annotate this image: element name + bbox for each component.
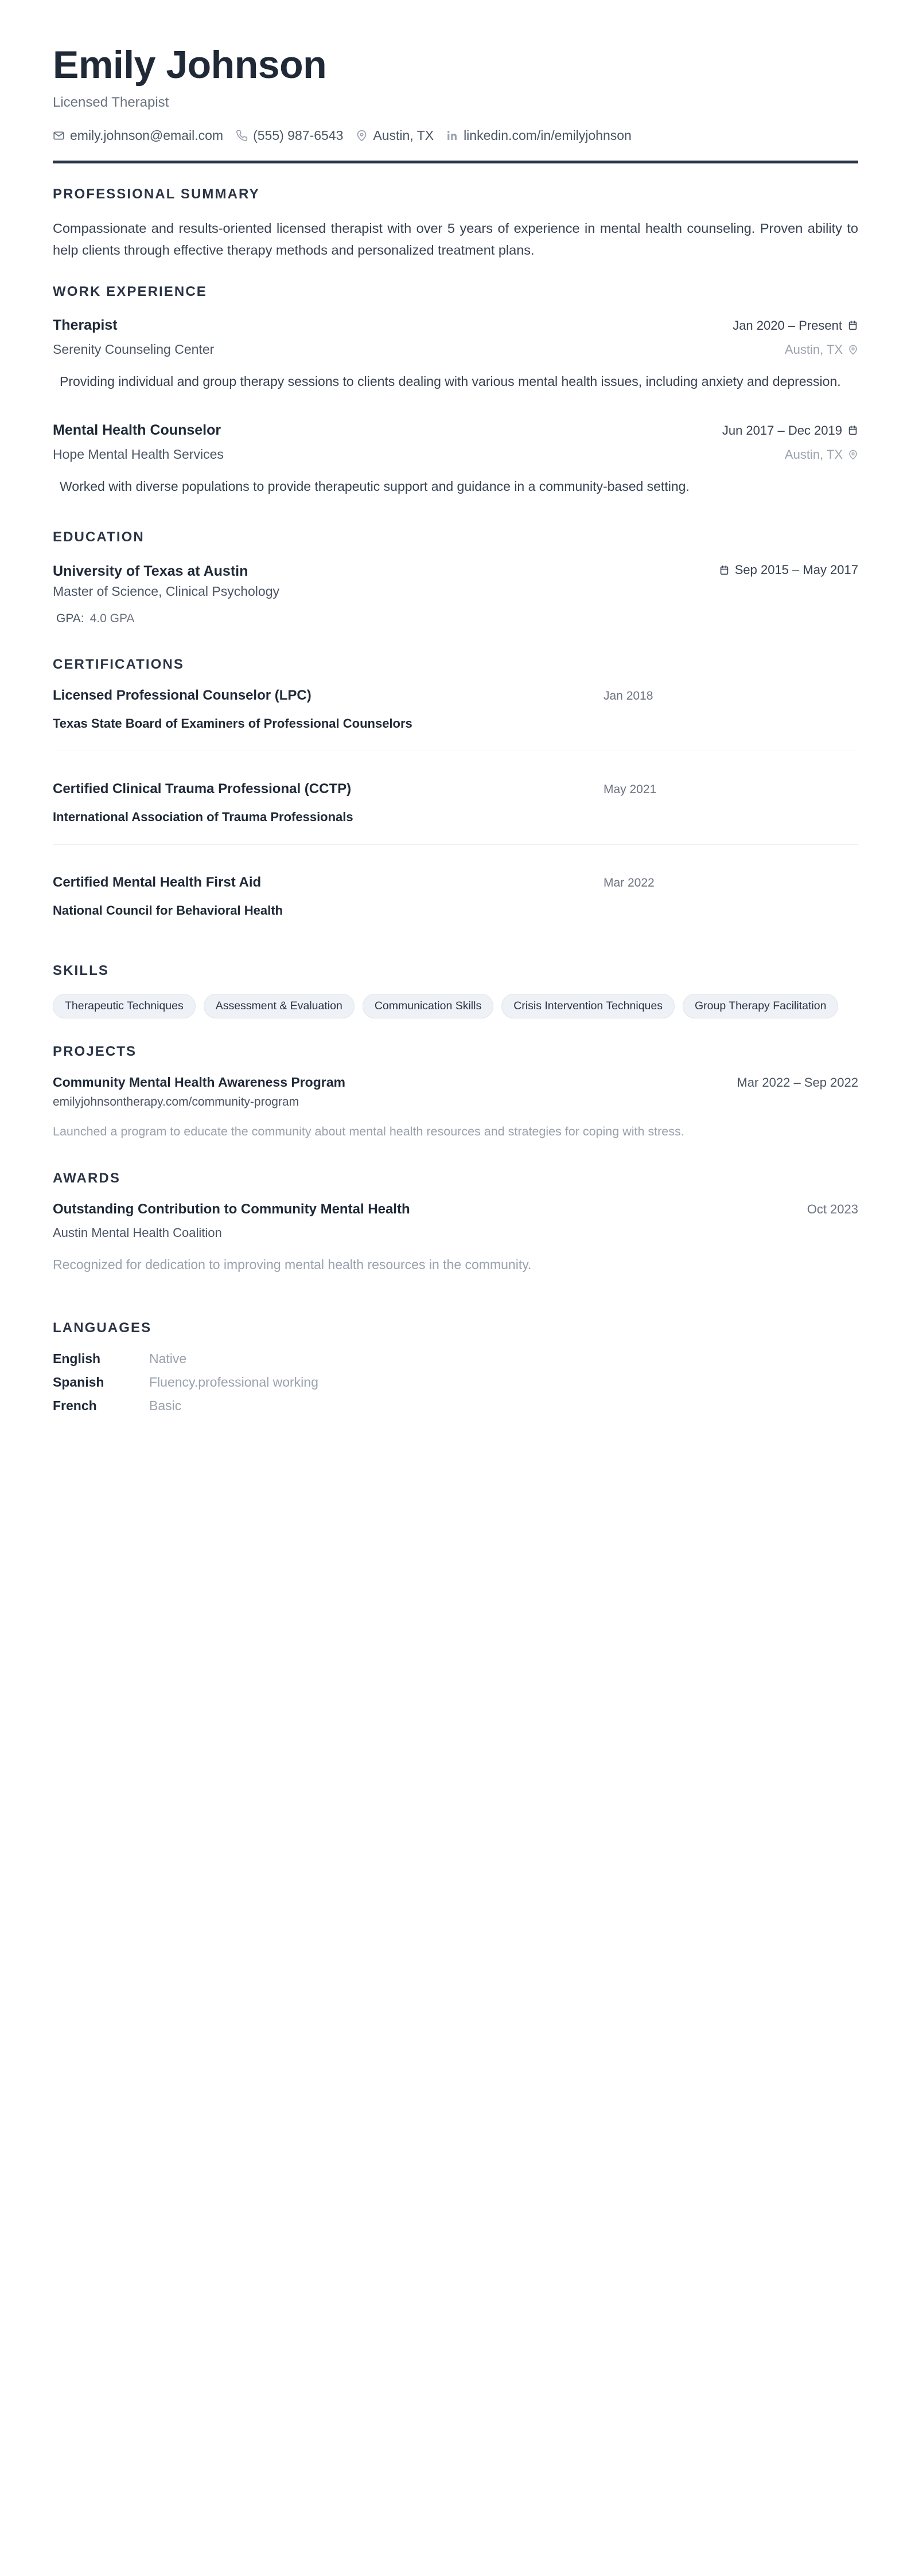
project-name: Community Mental Health Awareness Program: [53, 1075, 345, 1090]
certification-issuer: Texas State Board of Examiners of Professional Counselors: [53, 716, 412, 731]
summary-text: Compassionate and results-oriented licensed therapist with over 5 years of experience in mental health counseling. Proven ability to help clients through effective therapy methods and personalized treatment plans.: [53, 220, 858, 257]
section-certifications: [53, 657, 858, 938]
contact-location-text: Austin, TX: [373, 127, 434, 143]
section-heading-languages: LANGUAGES: [53, 1320, 152, 1336]
language-row: [53, 1375, 858, 1390]
skill-tag[interactable]: Crisis Intervention Techniques: [501, 994, 675, 1018]
page-bottom-whitespace: [53, 1422, 858, 2052]
page-title: Emily Johnson: [53, 43, 327, 87]
work-dates: [733, 318, 858, 333]
education-entry: [53, 563, 858, 626]
work-job-title: Mental Health Counselor: [53, 421, 221, 438]
language-row: [53, 1398, 858, 1414]
work-entry-header: [53, 422, 858, 439]
section-heading-work: WORK EXPERIENCE: [53, 283, 207, 299]
location-pin-icon: [848, 450, 858, 460]
section-projects: [53, 1044, 858, 1142]
language-name: French: [53, 1398, 97, 1413]
certification-name: Licensed Professional Counselor (LPC): [53, 687, 312, 703]
contact-phone[interactable]: [236, 128, 343, 143]
project-dates: Mar 2022 – Sep 2022: [737, 1075, 858, 1090]
certification-date: Jan 2018: [604, 689, 653, 702]
education-school: University of Texas at Austin: [53, 563, 248, 579]
work-entry-header: [53, 317, 858, 334]
skill-tag[interactable]: Group Therapy Facilitation: [683, 994, 838, 1018]
award-date: Oct 2023: [807, 1201, 858, 1216]
work-job-title: Therapist: [53, 317, 118, 333]
award-issuer: Austin Mental Health Coalition: [53, 1225, 222, 1240]
section-heading-awards: AWARDS: [53, 1170, 120, 1186]
award-description: Recognized for dedication to improving mental health resources in the community.: [53, 1256, 532, 1272]
linkedin-icon: [446, 130, 458, 142]
skill-tag[interactable]: Therapeutic Techniques: [53, 994, 196, 1018]
certification-name: Certified Clinical Trauma Professional (CCTP): [53, 780, 352, 797]
certification-header: [53, 875, 858, 891]
education-gpa: [56, 612, 858, 626]
certification-list: [53, 688, 858, 938]
work-location-text: Austin, TX: [784, 447, 843, 462]
award-header: [53, 1201, 858, 1217]
location-pin-icon: [356, 130, 368, 142]
phone-icon: [236, 130, 248, 142]
education-entry-header: [53, 563, 858, 580]
header-divider: [53, 161, 858, 163]
education-gpa-value: 4.0 GPA: [89, 611, 135, 625]
calendar-icon: [847, 425, 858, 436]
skill-tag[interactable]: Communication Skills: [363, 994, 493, 1018]
award-name: Outstanding Contribution to Community Mental Health: [53, 1201, 410, 1217]
section-heading-certifications: CERTIFICATIONS: [53, 656, 184, 672]
work-dates-text: Jun 2017 – Dec 2019: [722, 423, 842, 438]
certification-header: [53, 781, 858, 797]
contact-location[interactable]: [356, 128, 434, 143]
resume-header: [53, 45, 858, 163]
language-level: Basic: [149, 1398, 182, 1413]
work-entry: [53, 422, 858, 497]
work-entry: [53, 317, 858, 392]
calendar-icon: [847, 320, 858, 331]
language-row: [53, 1351, 858, 1367]
certification-header: [53, 688, 858, 704]
language-name: Spanish: [53, 1374, 104, 1390]
certification-issuer: International Association of Trauma Professionals: [53, 809, 353, 824]
contact-linkedin[interactable]: [446, 128, 632, 143]
work-company: Hope Mental Health Services: [53, 446, 224, 462]
location-pin-icon: [848, 345, 858, 355]
work-entry-subheader: [53, 443, 858, 462]
certification-date: May 2021: [604, 782, 657, 796]
section-heading-projects: PROJECTS: [53, 1044, 137, 1060]
language-level: Fluency.professional working: [149, 1374, 318, 1390]
contact-email-text: emily.johnson@email.com: [70, 127, 224, 143]
skill-tag-list: [53, 994, 858, 1018]
contact-email[interactable]: [53, 128, 223, 143]
certification-issuer: National Council for Behavioral Health: [53, 903, 283, 918]
project-entry: [53, 1075, 858, 1142]
contact-linkedin-text: linkedin.com/in/emilyjohnson: [464, 127, 632, 143]
work-entry-subheader: [53, 338, 858, 357]
professional-title: Licensed Therapist: [53, 95, 169, 111]
section-skills: [53, 963, 858, 1018]
work-company: Serenity Counseling Center: [53, 341, 215, 357]
language-level: Native: [149, 1351, 187, 1366]
language-list: [53, 1351, 858, 1414]
skill-tag[interactable]: Assessment & Evaluation: [204, 994, 355, 1018]
work-description: Providing individual and group therapy sessions to clients dealing with various mental health issues, including anxiety and depression.: [60, 373, 841, 389]
section-heading-education: EDUCATION: [53, 529, 145, 545]
education-degree: Master of Science, Clinical Psychology: [53, 583, 279, 599]
project-link[interactable]: emilyjohnsontherapy.com/community-program: [53, 1095, 299, 1109]
contact-list: [53, 128, 858, 143]
certification-name: Certified Mental Health First Aid: [53, 874, 262, 890]
work-dates-text: Jan 2020 – Present: [733, 318, 842, 333]
language-name: English: [53, 1351, 101, 1366]
contact-phone-text: (555) 987-6543: [253, 127, 344, 143]
section-awards: [53, 1170, 858, 1275]
education-dates: [719, 563, 858, 577]
certification-item: [53, 751, 858, 844]
education-dates-text: Sep 2015 – May 2017: [734, 563, 858, 577]
work-dates: [722, 423, 858, 438]
section-languages: [53, 1320, 858, 1414]
certification-date: Mar 2022: [604, 876, 655, 889]
calendar-icon: [719, 565, 730, 576]
certification-item: [53, 844, 858, 938]
section-heading-skills: SKILLS: [53, 962, 109, 978]
work-location: [785, 342, 858, 357]
section-education: [53, 529, 858, 626]
education-gpa-label: GPA:: [56, 611, 84, 625]
section-heading-summary: PROFESSIONAL SUMMARY: [53, 186, 260, 202]
award-entry: [53, 1201, 858, 1275]
certification-item: [53, 688, 858, 751]
project-header: [53, 1075, 858, 1090]
envelope-icon: [53, 130, 65, 142]
section-work-experience: [53, 284, 858, 498]
work-location: [785, 447, 858, 462]
work-description: Worked with diverse populations to provide therapeutic support and guidance in a community-based setting.: [60, 478, 690, 494]
work-location-text: Austin, TX: [784, 342, 843, 357]
project-description: Launched a program to educate the community about mental health resources and strategies for coping with stress.: [53, 1125, 684, 1139]
section-professional-summary: [53, 186, 858, 261]
